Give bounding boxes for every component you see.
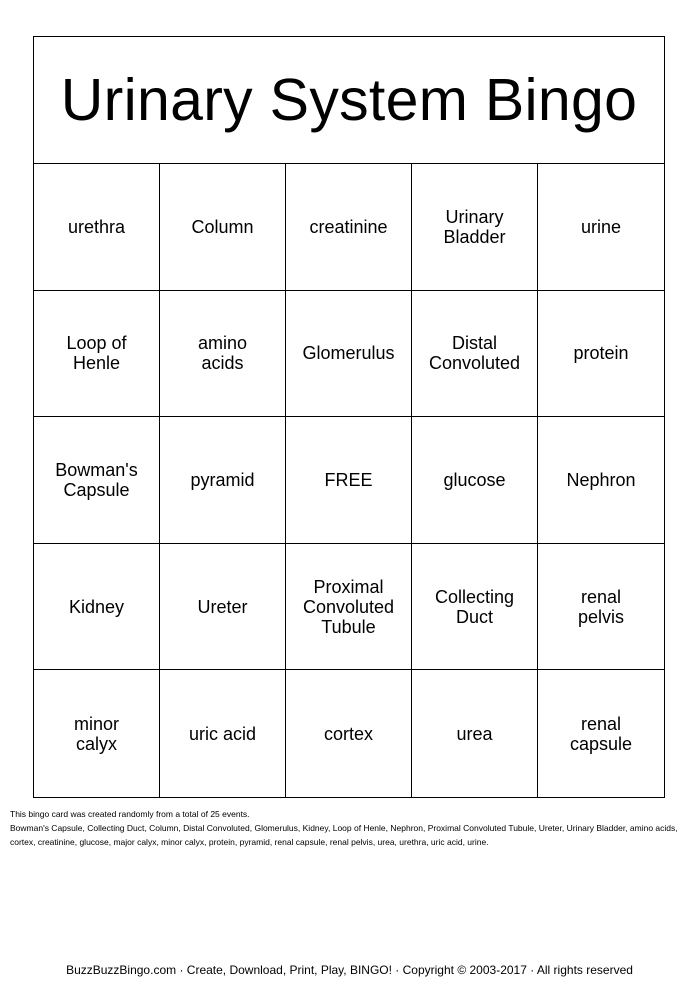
bingo-cell: Urinary Bladder [412,164,538,291]
bingo-grid [34,164,664,797]
bingo-cell: Bowman's Capsule [34,417,160,544]
bingo-card [33,36,665,798]
site-footer: BuzzBuzzBingo.com · Create, Download, Print, Play, BINGO! · Copyright © 2003-2017 · All rights reserved [66,963,633,977]
footnote-event-list: Bowman's Capsule, Collecting Duct, Column, Distal Convoluted, Glomerulus, Kidney, Loop of Henle, Nephron, Proximal Convoluted Tubule, Ureter, Urinary Bladder, amino acids, cortex, creatinine, glucose, major calyx, minor calyx, protein, pyramid, renal capsule, renal pelvis, urea, urethra, uric acid, urine. [10,823,678,847]
bingo-cell: Kidney [34,544,160,671]
card-title: Urinary System Bingo [34,37,664,164]
bingo-cell: Column [160,164,286,291]
bingo-cell: urine [538,164,664,291]
bingo-cell: Loop of Henle [34,291,160,418]
bingo-cell: Nephron [538,417,664,544]
bingo-cell: urea [412,670,538,797]
bingo-cell: renal pelvis [538,544,664,671]
bingo-cell: urethra [34,164,160,291]
bingo-cell: amino acids [160,291,286,418]
free-space-cell: FREE [286,417,412,544]
bingo-cell: Proximal Convoluted Tubule [286,544,412,671]
bingo-cell: cortex [286,670,412,797]
bingo-cell: pyramid [160,417,286,544]
bingo-cell: creatinine [286,164,412,291]
bingo-cell: Glomerulus [286,291,412,418]
footnote-summary: This bingo card was created randomly from a total of 25 events. [10,809,250,819]
bingo-cell: minor calyx [34,670,160,797]
bingo-cell: glucose [412,417,538,544]
card-footnote [10,807,690,849]
bingo-cell: Distal Convoluted [412,291,538,418]
bingo-cell: Collecting Duct [412,544,538,671]
bingo-cell: protein [538,291,664,418]
bingo-cell: uric acid [160,670,286,797]
bingo-cell: Ureter [160,544,286,671]
bingo-cell: renal capsule [569,713,633,754]
